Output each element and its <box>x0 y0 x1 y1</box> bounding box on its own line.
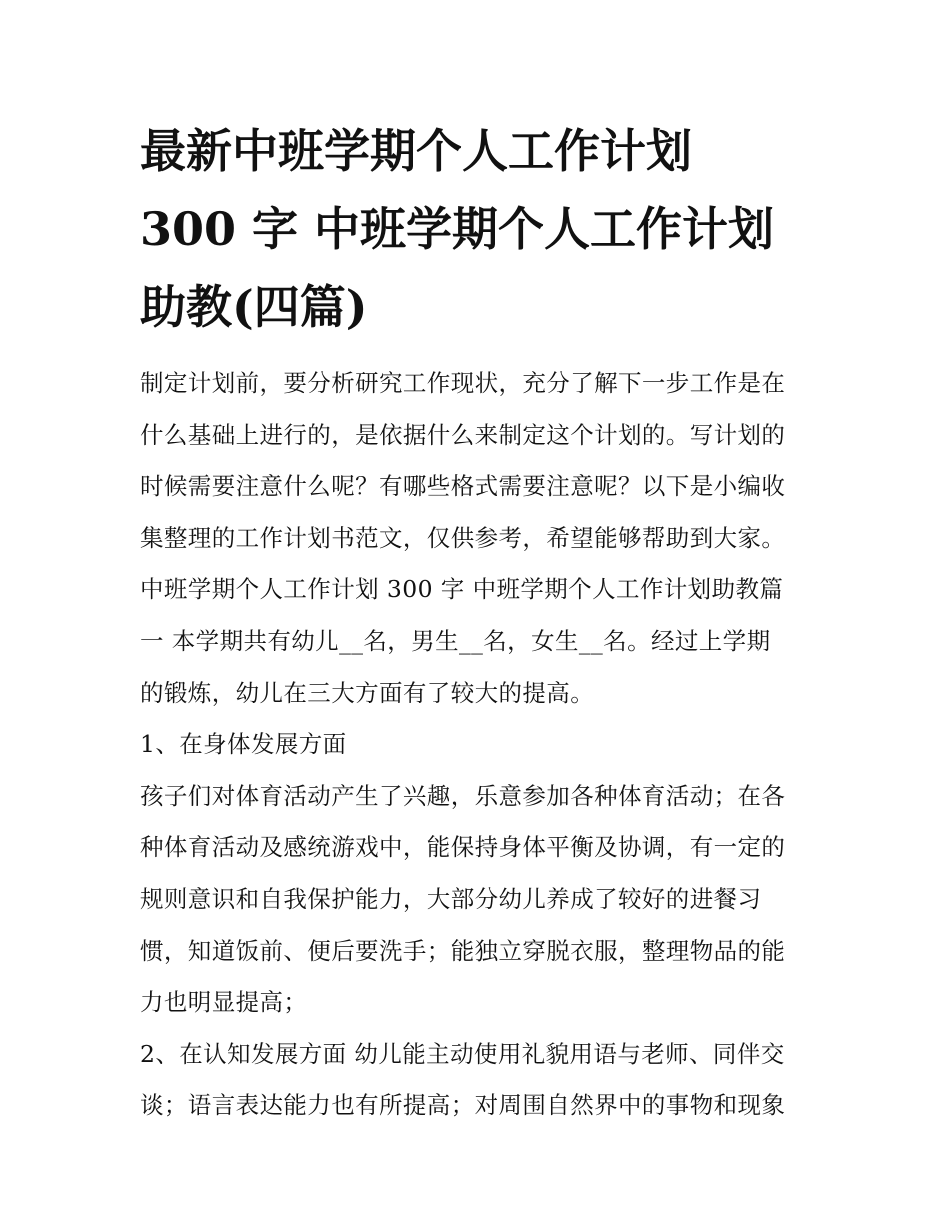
text-line: 2、在认知发展方面 幼儿能主动使用礼貌用语与老师、同伴交 <box>140 1039 785 1068</box>
title-line: 300 字 中班学期个人工作计划 <box>140 202 775 256</box>
document-page <box>140 112 812 1132</box>
physical-development-paragraph <box>140 771 812 1029</box>
text-line: 时候需要注意什么呢？有哪些格式需要注意呢？以下是小编收 <box>140 472 786 501</box>
text-line: 制定计划前，要分析研究工作现状，充分了解下一步工作是在 <box>140 369 786 397</box>
intro-paragraph <box>140 358 812 719</box>
text-line: 谈；语言表达能力也有所提高；对周围自然界中的事物和现象 <box>140 1091 786 1120</box>
title-line: 助教(四篇) <box>140 280 368 334</box>
text-line: 1、在身体发展方面 <box>140 730 347 759</box>
text-line: 什么基础上进行的，是依据什么来制定这个计划的。写计划的 <box>140 420 786 449</box>
section-heading <box>140 719 812 771</box>
text-line: 规则意识和自我保护能力，大部分幼儿养成了较好的进餐习 <box>140 884 762 913</box>
text-line: 的锻炼，幼儿在三大方面有了较大的提高。 <box>140 678 595 707</box>
document-title <box>140 112 812 346</box>
title-line: 最新中班学期个人工作计划 <box>140 124 692 178</box>
document-body <box>140 358 812 1132</box>
text-line: 集整理的工作计划书范文，仅供参考，希望能够帮助到大家。 <box>140 523 786 552</box>
text-line: 中班学期个人工作计划 300 字 中班学期个人工作计划助教篇 <box>140 575 784 604</box>
cognitive-development-paragraph <box>140 1029 812 1132</box>
text-line: 力也明显提高； <box>140 988 308 1017</box>
text-line: 惯，知道饭前、便后要洗手；能独立穿脱衣服，整理物品的能 <box>140 936 786 965</box>
text-line: 种体育活动及感统游戏中，能保持身体平衡及协调，有一定的 <box>140 833 786 862</box>
text-line: 孩子们对体育活动产生了兴趣，乐意参加各种体育活动；在各 <box>140 781 786 810</box>
text-line: 一 本学期共有幼儿__名，男生__名，女生__名。经过上学期 <box>140 626 771 655</box>
